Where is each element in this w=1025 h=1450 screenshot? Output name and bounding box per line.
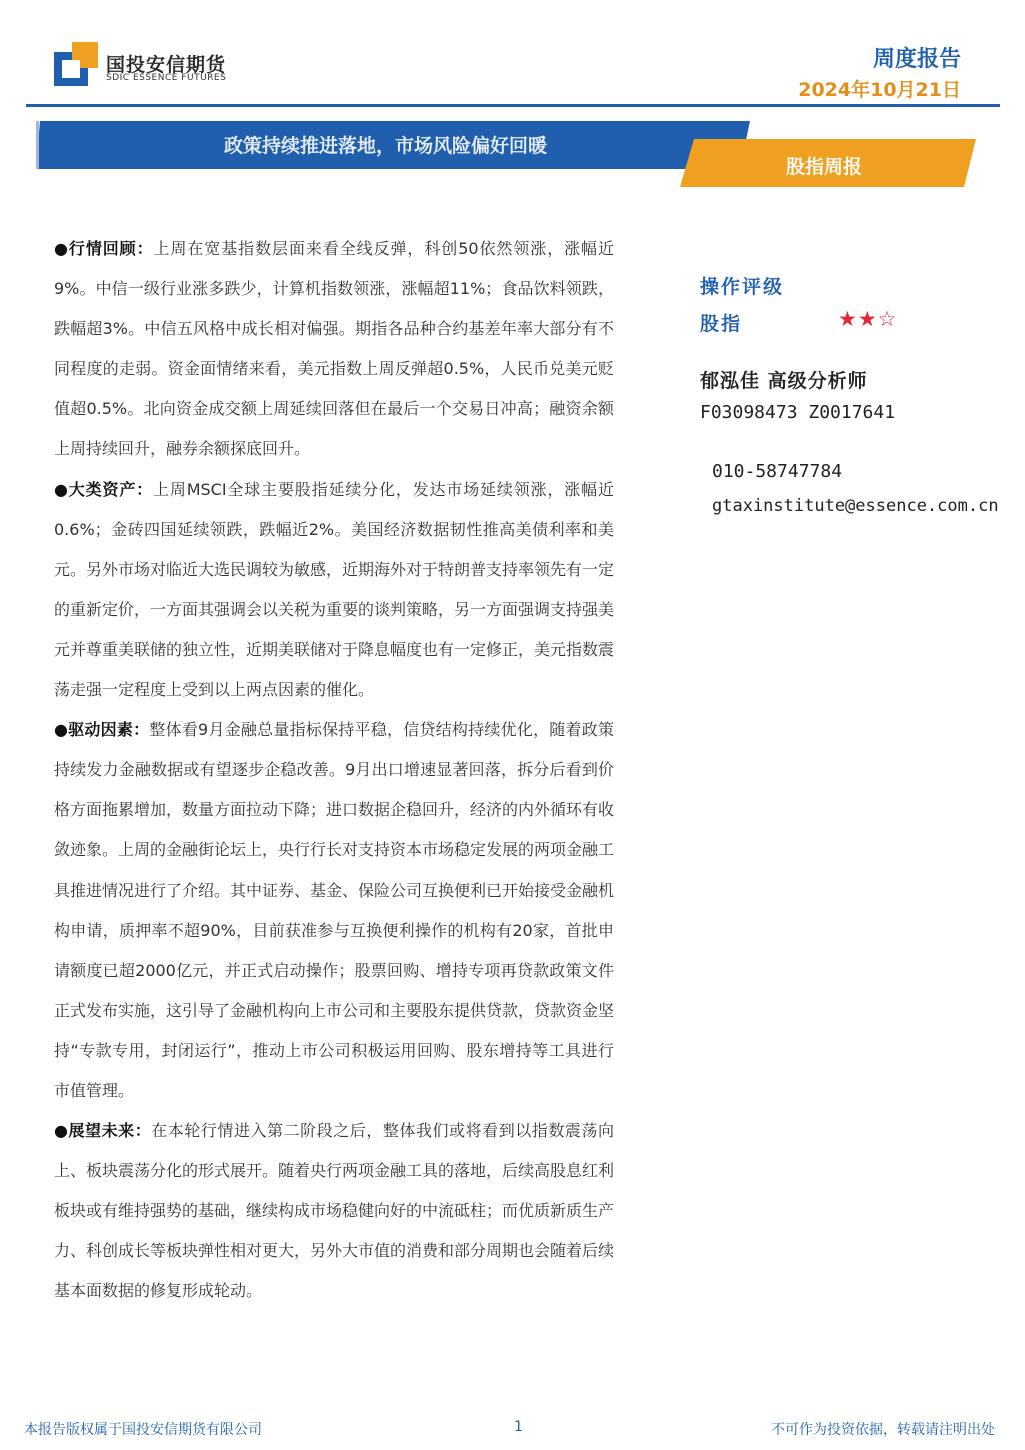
contact-email[interactable]: gtaxinstitute@essence.com.cn	[712, 496, 999, 516]
report-date: 2024年10月21日	[798, 79, 961, 101]
section-label: ●大类资产：	[54, 479, 154, 499]
logo-mark-icon	[54, 42, 98, 86]
section-text: 在本轮行情进入第二阶段之后，整体我们或将看到以指数震荡向上、板块震荡分化的形式展开。随着央行两项金融工具的落地，后续高股息红利板块或有维持强势的基础，继续构成市场稳健向好的中流砥柱；而优质新质生产力、科创成长等板块弹性相对更大，另外大市值的消费和部分周期也会随着后续基本面数据的修复形成轮动。	[54, 1121, 615, 1301]
report-type: 周度报告	[872, 47, 961, 72]
analyst-cert-numbers: F03098473 Z0017641	[700, 402, 896, 423]
main-content	[54, 229, 614, 1312]
star-rating-icon: ★★☆	[838, 307, 898, 331]
contact-phone: 010-58747784	[712, 461, 843, 482]
section-drivers	[54, 710, 614, 1111]
section-asset-classes	[54, 470, 614, 711]
section-text: 整体看9月金融总量指标保持平稳，信贷结构持续优化，随着政策持续发力金融数据或有望逐步企稳改善。9月出口增速显著回落，拆分后看到价格方面拖累增加，数量方面拉动下降；进口数据企稳回升，经济的内外循环有收敛迹象。上周的金融街论坛上，央行行长对支持资本市场稳定发展的两项金融工具推进情况进行了介绍。其中证券、基金、保险公司互换便利已开始接受金融机构申请，质押率不超90%，目前获准参与互换便利操作的机构有20家，首批申请额度已超2000亿元，并正式启动操作；股票回购、增持专项再贷款政策文件正式发布实施，这引导了金融机构向上市公司和主要股东提供贷款，贷款资金坚持“专款专用，封闭运行”，推动上市公司积极运用回购、股东增持等工具进行市值管理。	[54, 720, 615, 1100]
section-label: ●展望未来：	[54, 1121, 152, 1141]
footer-copyright: 本报告版权属于国投安信期货有限公司	[24, 1422, 262, 1438]
section-text: 上周MSCI全球主要股指延续分化，发达市场延续领涨，涨幅近0.6%；金砖四国延续领跌，跌幅近2%。美国经济数据韧性推高美债利率和美元。另外市场对临近大选民调较为敏感，近期海外对于特朗普支持率领先有一定的重新定价，一方面其强调会以关税为重要的谈判策略，另一方面强调支持强美元并尊重美联储的独立性，近期美联储对于降息幅度也有一定修正，美元指数震荡走强一定程度上受到以上两点因素的催化。	[54, 479, 615, 700]
section-market-review	[54, 229, 614, 470]
report-category: 股指周报	[786, 156, 863, 178]
rating-title: 操作评级	[700, 276, 785, 298]
company-logo	[54, 42, 254, 88]
section-label: ●行情回顾：	[54, 239, 154, 258]
analyst-name: 郁泓佳 高级分析师	[700, 370, 868, 392]
report-title: 政策持续推进落地，市场风险偏好回暖	[224, 135, 548, 157]
logo-text-cn: 国投安信期货	[106, 54, 227, 76]
section-text: 上周在宽基指数层面来看全线反弹，科创50依然领涨，涨幅近9%。中信一级行业涨多跌少，计算机指数领涨，涨幅超11%；食品饮料领跌，跌幅超3%。中信五风格中成长相对偏强。期指各品种合约基差年率大部分有不同程度的走弱。资金面情绪来看，美元指数上周反弹超0.5%，人民币兑美元贬值超0.5%。北向资金成交额上周延续回落但在最后一个交易日冲高；融资余额上周持续回升，融券余额探底回升。	[54, 239, 614, 459]
rating-item: 股指	[700, 313, 743, 335]
section-outlook	[54, 1111, 614, 1311]
footer-disclaimer: 不可作为投资依据，转载请注明出处	[771, 1422, 995, 1438]
logo-text-en: SDIC ESSENCE FUTURES	[106, 73, 227, 83]
header-divider	[26, 104, 1000, 107]
page-number: 1	[514, 1419, 523, 1435]
section-label: ●驱动因素：	[54, 720, 150, 740]
